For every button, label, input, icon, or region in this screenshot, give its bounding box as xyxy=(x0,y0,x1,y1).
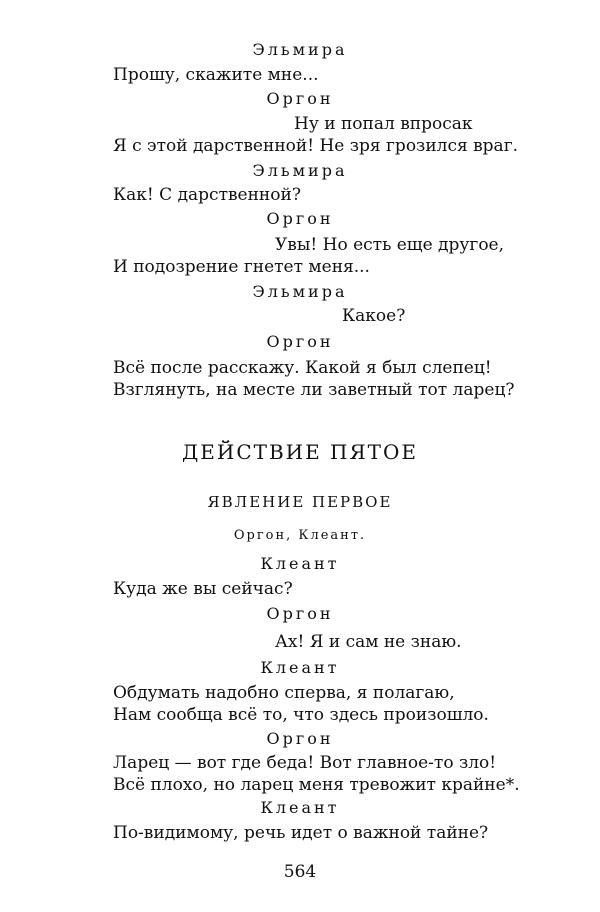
verse-line: Увы! Но есть еще другое, xyxy=(275,235,505,255)
verse-line: По-видимому, речь идет о важной тайне? xyxy=(113,823,489,843)
verse-line: Ларец — вот где беда! Вот главное-то зло! xyxy=(113,753,497,773)
verse-line: Как! С дарственной? xyxy=(113,185,301,205)
speaker-name: Эльмира xyxy=(252,161,348,180)
speaker-name: Эльмира xyxy=(252,40,348,59)
verse-line: Взглянуть, на месте ли заветный тот ларец? xyxy=(113,380,515,400)
speaker-name: Оргон xyxy=(266,729,334,748)
verse-line: Ну и попал впросак xyxy=(294,114,473,134)
verse-line: Прошу, скажите мне... xyxy=(113,65,319,85)
verse-line: Всё после расскажу. Какой я был слепец! xyxy=(113,358,492,378)
verse-line: Обдумать надобно сперва, я полагаю, xyxy=(113,683,455,703)
scene-characters: Оргон, Клеант. xyxy=(233,528,367,543)
verse-line: Ах! Я и сам не знаю. xyxy=(275,632,462,652)
speaker-name: Оргон xyxy=(266,209,334,228)
speaker-name: Оргон xyxy=(266,604,334,623)
speaker-name: Оргон xyxy=(266,89,334,108)
speaker-name: Эльмира xyxy=(252,282,348,301)
verse-line: Нам сообща всё то, что здесь произошло. xyxy=(113,705,489,725)
speaker-name: Клеант xyxy=(260,798,340,817)
speaker-name: Клеант xyxy=(260,658,340,677)
verse-line: И подозрение гнетет меня... xyxy=(113,257,370,277)
verse-line: Куда же вы сейчас? xyxy=(113,579,293,599)
verse-line: Какое? xyxy=(342,306,406,326)
verse-line: Я с этой дарственной! Не зря грозился враг. xyxy=(113,136,519,156)
page-number: 564 xyxy=(283,862,317,882)
speaker-name: Оргон xyxy=(266,332,334,351)
scene-title: ЯВЛЕНИЕ ПЕРВОЕ xyxy=(207,493,393,511)
verse-line: Всё плохо, но ларец меня тревожит крайне*. xyxy=(113,775,520,795)
act-title: ДЕЙСТВИЕ ПЯТОЕ xyxy=(182,440,418,464)
speaker-name: Клеант xyxy=(260,554,340,573)
